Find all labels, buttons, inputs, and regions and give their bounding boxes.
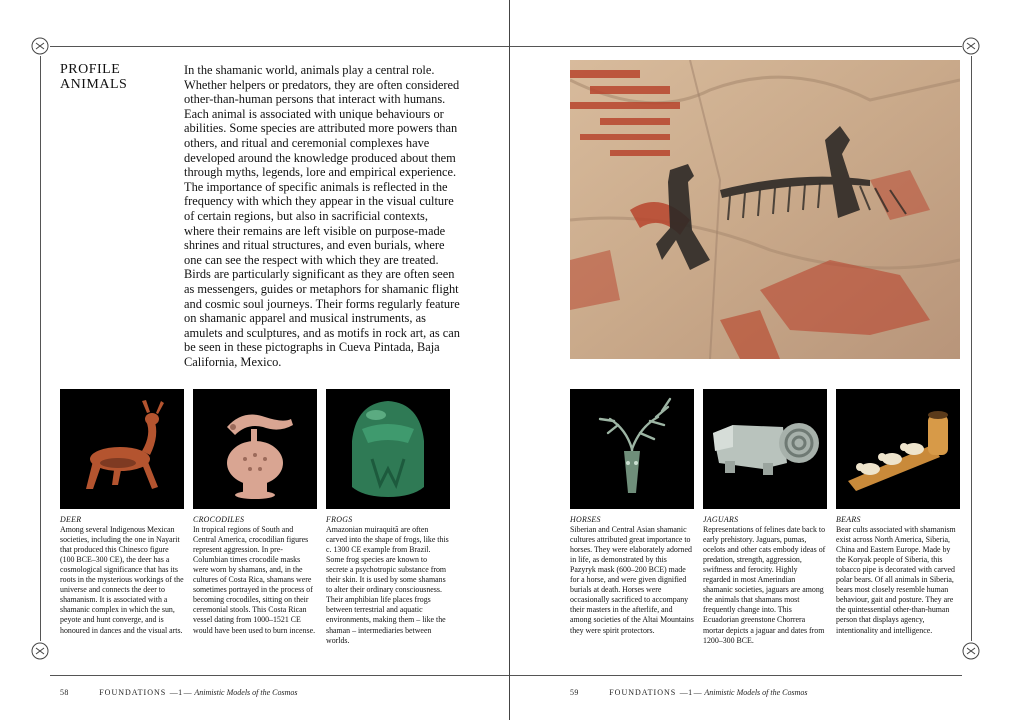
bottom-rule-right (510, 675, 962, 676)
caption-text: Representations of felines date back to early prehistory. Jaguars, pumas, ocelots and other cats embody ideas of predation, strength, aggression, swiftness and ferocity. Highly regarded in most Amerindian shamanic societies, jaguars are among the animals that shamans most frequently change into. This Ecuadorian greenstone Chorrera mortar depicts a jaguar and dates from 1200–300 BCE. (703, 525, 826, 645)
profile-heading (60, 62, 127, 92)
chapter-number: 1 (688, 688, 693, 697)
caption-deer (60, 515, 184, 636)
folio-separator: — (168, 688, 179, 697)
right-margin-rule (971, 56, 972, 641)
profile-label: PROFILE (60, 62, 121, 77)
top-rule-left (50, 46, 509, 47)
left-margin-rule (40, 56, 41, 641)
caption-heading: BEARS (836, 515, 861, 524)
crocodile-vessel-image (193, 389, 317, 509)
running-section: FOUNDATIONS (99, 688, 167, 697)
chapter-title: Animistic Models of the Cosmos (704, 688, 808, 697)
deer-figure-image (60, 389, 184, 509)
caption-bears (836, 515, 960, 636)
rock-art-photo (570, 60, 960, 359)
jaguar-mortar-image (703, 389, 827, 509)
caption-heading: JAGUARS (703, 515, 739, 524)
horse-mask-image (570, 389, 694, 509)
corner-ornament-icon (962, 37, 980, 55)
bear-pipe-image (836, 389, 960, 509)
folio-right (570, 688, 808, 697)
page-gutter (509, 0, 510, 720)
caption-jaguars (703, 515, 827, 646)
caption-heading: DEER (60, 515, 82, 524)
caption-text: Bear cults associated with shamanism exist across North America, Siberia, China and Eastern Europe. Made by the Koryak people of Siberia, this tobacco pipe is decorated with carved polar bears. Of all animals in Siberia, bears most closely resemble human behaviour, gait and posture. They are the quintessential other-than-human person that displays agency, intentionality and intelligence. (836, 525, 956, 635)
caption-heading: CROCODILES (193, 515, 245, 524)
caption-heading: FROGS (326, 515, 353, 524)
caption-text: Amazonian muiraquitã are often carved into the shape of frogs, like this c. 1300 CE example from Brazil. Some frog species are known to secrete a psychotropic substance from their skin. It is used by some shamans to alter their ordinary consciousness. Their amphibian life places frogs between terrestrial and aquatic environments, making them – like the shaman – intermediaries between worlds. (326, 525, 449, 645)
corner-ornament-icon (962, 642, 980, 660)
chapter-title: Animistic Models of the Cosmos (194, 688, 298, 697)
folio-separator: — (692, 688, 705, 697)
profile-topic: ANIMALS (60, 77, 128, 92)
caption-frogs (326, 515, 450, 646)
page-number: 58 (60, 688, 69, 697)
frog-amulet-image (326, 389, 450, 509)
intro-paragraph: In the shamanic world, animals play a central role. Whether helpers or predators, they are often considered other-than-human persons that interact with humans. Each animal is associated with unique behaviours or abilities. Some species are attributed more powers than others, and ritual and ceremonial complexes have developed around the knowledge produced about them through myths, legends, lore and empirical experience. The importance of specific animals is reflected in the frequency with which they appear in the visual culture of certain regions, but also in sacrificial contexts, where their remains are left visible on purpose-made shrines and ritual structures, and even burials, where one can see the respect with which they are treated. Birds are particularly significant as they are often seen as messengers, guides or metaphors for shamanic flight and cosmic soul journeys. Their forms regularly feature on shamanic apparel and musical instruments, as amulets and sculptures, and as motifs in rock art, as can be seen in these pictographs in Cueva Pintada, Baja California, Mexico. (184, 63, 460, 369)
folio-separator: — (678, 688, 689, 697)
folio-separator: — (182, 688, 195, 697)
corner-ornament-icon (31, 37, 49, 55)
caption-horses (570, 515, 694, 636)
chapter-number: 1 (178, 688, 183, 697)
bottom-rule-left (50, 675, 509, 676)
corner-ornament-icon (31, 642, 49, 660)
caption-text: Siberian and Central Asian shamanic cultures attributed great importance to horses. They were elaborately adorned in life, as demonstrated by this Pazyryk mask (600–200 BCE) made for a horse, and were given dignified burials at death. Horses were occasionally sacrificed to accompany their masters in the afterlife, and among societies of the Altai Mountains they were spirit protectors. (570, 525, 694, 635)
caption-text: Among several Indigenous Mexican societies, including the one in Nayarit that produced this Chinesco figure (100 BCE–300 CE), the deer has a cosmological significance that has its roots in the mysterious workings of the universe and connects the deer to shamanism. It is associated with a shamanic complex in which the sun, peyote and hunt converge, and is honoured in dances and the visual arts. (60, 525, 184, 635)
caption-heading: HORSES (570, 515, 601, 524)
top-rule-right (510, 46, 962, 47)
caption-text: In tropical regions of South and Central America, crocodilian figures represent aggression. In pre-Columbian times crocodile masks were worn by shamans, and, in the cultures of Costa Rica, shamans were sometimes portrayed in the process of becoming crocodiles, sitting on their ceremonial stools. This Costa Rican vessel dating from 1000–1521 CE would have been used to burn incense. (193, 525, 316, 635)
caption-crocodiles (193, 515, 317, 636)
folio-left (60, 688, 298, 697)
page-number: 59 (570, 688, 579, 697)
running-section: FOUNDATIONS (609, 688, 677, 697)
